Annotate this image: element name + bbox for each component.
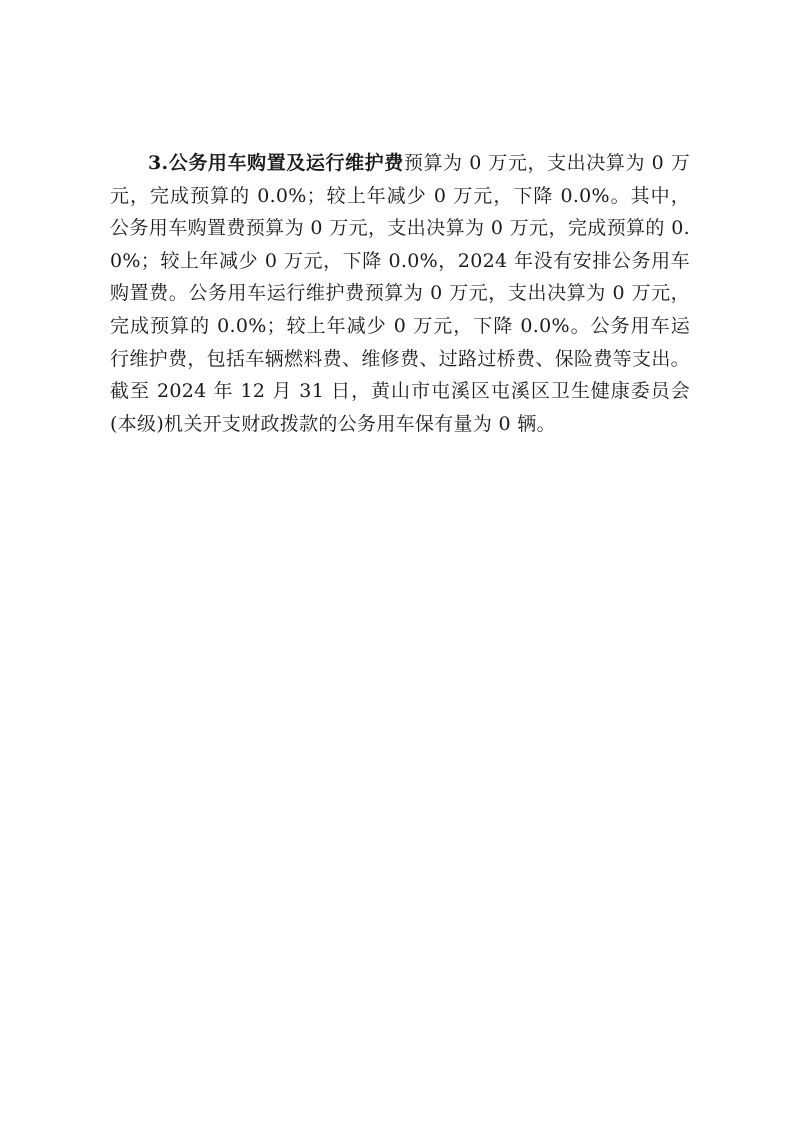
document-content xyxy=(110,147,690,440)
section-heading: 3.公务用车购置及运行维护费 xyxy=(148,152,404,174)
vehicle-expense-paragraph xyxy=(110,147,690,440)
section-body: 预算为 0 万元，支出决算为 0 万元，完成预算的 0.0%；较上年减少 0 万元，下降 0.0%。其中，公务用车购置费预算为 0 万元，支出决算为 0 万元，完成预算的 0.0%；较上年减少 0 万元，下降 0.0%，2024 年没有安排公务用车购置费。公务用车运行维护费预算为 0 万元，支出决算为 0 万元，完成预算的 0.0%；较上年减少 0 万元，下降 0.0%。公务用车运行维护费，包括车辆燃料费、维修费、过路过桥费、保险费等支出。截至 2024 年 12 月 31 日，黄山市屯溪区屯溪区卫生健康委员会(本级)机关开支财政拨款的公务用车保有量为 0 辆。 xyxy=(110,152,690,435)
